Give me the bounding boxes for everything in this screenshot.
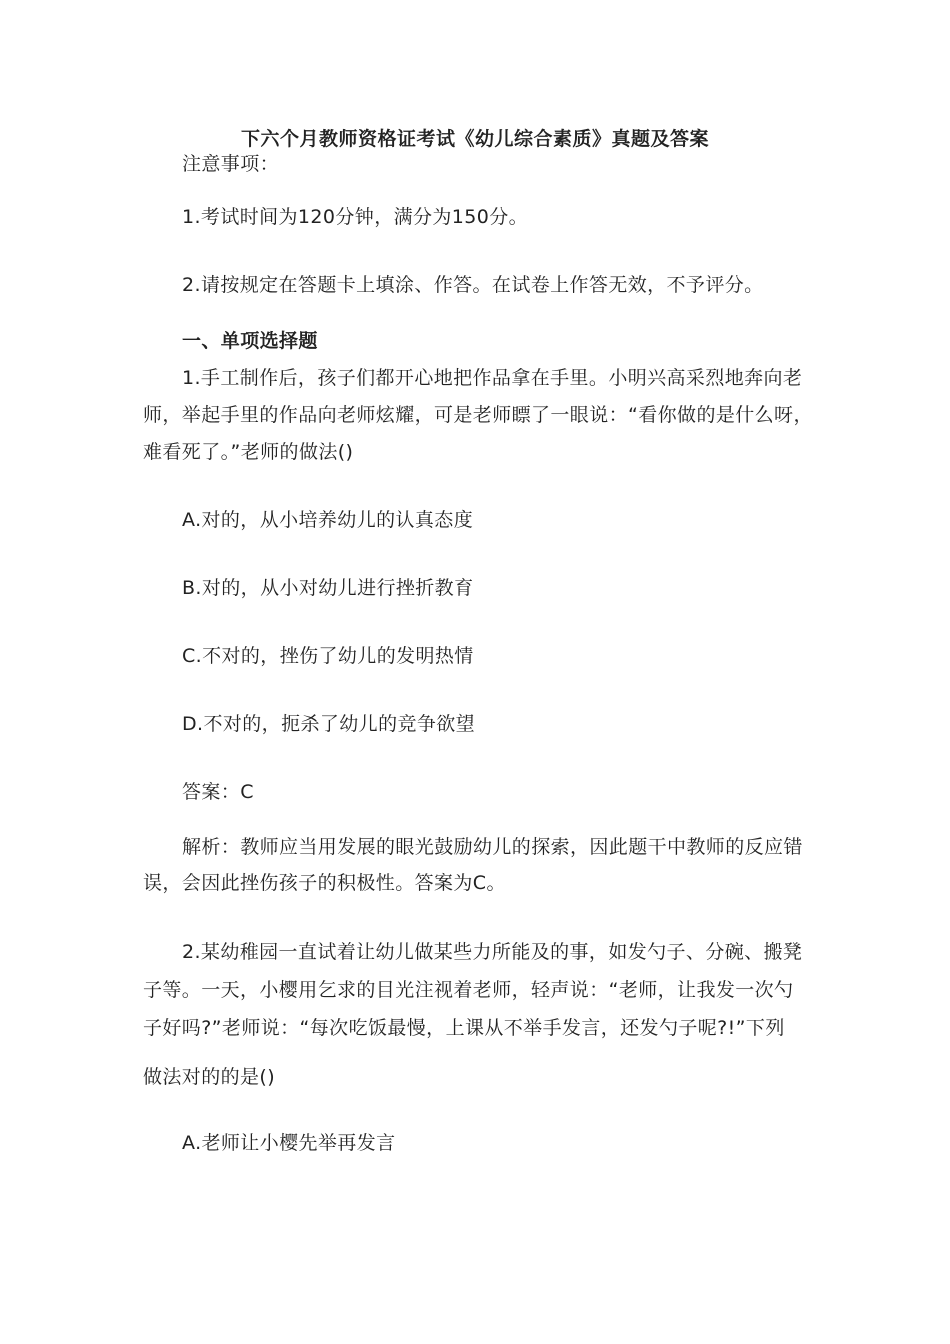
question-1-analysis-line-1: 解析：教师应当用发展的眼光鼓励幼儿的探索，因此题干中教师的反应错 bbox=[182, 836, 803, 858]
question-2-option-a: A.老师让小樱先举再发言 bbox=[182, 1132, 396, 1154]
question-1-analysis-line-2: 误，会因此挫伤孩子的积极性。答案为C。 bbox=[143, 872, 506, 894]
notice-item-1: 1.考试时间为120分钟，满分为150分。 bbox=[182, 206, 529, 228]
question-1-option-c: C.不对的，挫伤了幼儿的发明热情 bbox=[182, 645, 474, 667]
notice-heading: 注意事项： bbox=[182, 153, 280, 175]
question-2-line-2: 子等。一天，小樱用乞求的目光注视着老师，轻声说：“老师，让我发一次勺 bbox=[143, 979, 794, 1001]
question-2-line-4: 做法对的的是() bbox=[143, 1066, 276, 1088]
notice-item-2: 2.请按规定在答题卡上填涂、作答。在试卷上作答无效，不予评分。 bbox=[182, 274, 764, 296]
section-heading: 一、单项选择题 bbox=[182, 330, 318, 352]
question-1-line-2: 师，举起手里的作品向老师炫耀，可是老师瞟了一眼说：“看你做的是什么呀， bbox=[143, 404, 813, 426]
document-title: 下六个月教师资格证考试《幼儿综合素质》真题及答案 bbox=[240, 128, 709, 150]
question-1-line-3: 难看死了。”老师的做法() bbox=[143, 441, 354, 463]
question-1-option-b: B.对的，从小对幼儿进行挫折教育 bbox=[182, 577, 474, 599]
question-1-line-1: 1.手工制作后，孩子们都开心地把作品拿在手里。小明兴高采烈地奔向老 bbox=[182, 367, 803, 389]
question-1-answer: 答案：C bbox=[182, 781, 254, 803]
question-2-line-3: 子好吗?”老师说：“每次吃饭最慢，上课从不举手发言，还发勺子呢?!”下列 bbox=[143, 1017, 785, 1039]
question-2-line-1: 2.某幼稚园一直试着让幼儿做某些力所能及的事，如发勺子、分碗、搬凳 bbox=[182, 941, 803, 963]
question-1-option-a: A.对的，从小培养幼儿的认真态度 bbox=[182, 509, 474, 531]
question-1-option-d: D.不对的，扼杀了幼儿的竞争欲望 bbox=[182, 713, 476, 735]
